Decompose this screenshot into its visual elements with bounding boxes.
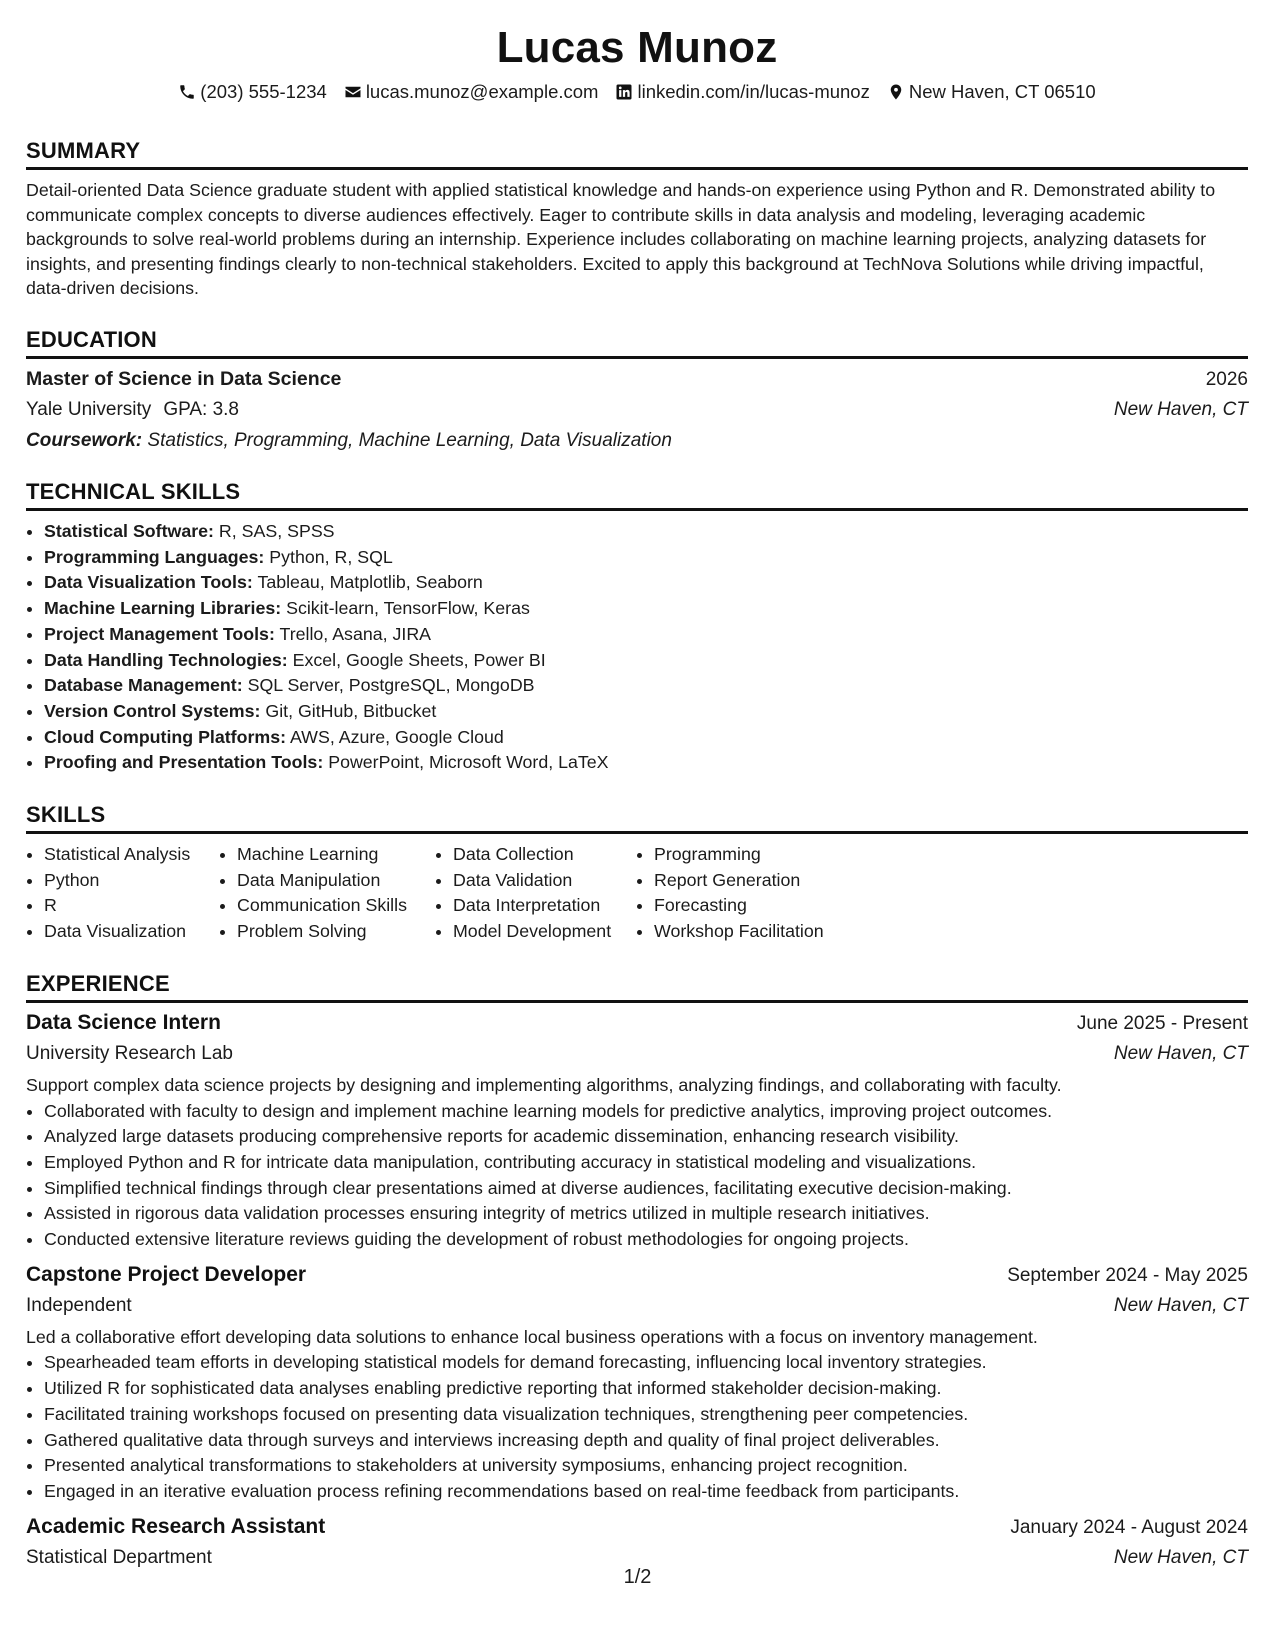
contact-phone[interactable] <box>178 80 327 104</box>
candidate-name: Lucas Munoz <box>496 23 778 72</box>
job-organization: Statistical Department <box>26 1547 212 1569</box>
list-item: • Statistical Analysis <box>44 842 219 868</box>
list-item: • R <box>44 893 219 919</box>
list-item: • Utilized R for sophisticated data analyses enabling predictive reporting that informed stakeholder decision-making. <box>44 1376 1248 1402</box>
job-summary: Support complex data science projects by designing and implementing algorithms, analyzing findings, and collaborating with faculty. <box>26 1074 1062 1095</box>
list-item: • Employed Python and R for intricate data manipulation, contributing accuracy in statistical modeling and visualizations. <box>44 1150 1248 1176</box>
list-item: • Gathered qualitative data through surveys and interviews increasing depth and quality of final project deliverables. <box>44 1428 1248 1454</box>
skills-column <box>26 842 219 945</box>
job-title: Data Science Intern <box>26 1010 221 1034</box>
list-item: • Data Validation <box>453 868 636 894</box>
contact-linkedin[interactable] <box>615 80 869 104</box>
gpa: GPA: 3.8 <box>163 399 239 420</box>
coursework-label: Coursework: <box>26 429 143 451</box>
job-summary: Led a collaborative effort developing data solutions to enhance local business operations with a focus on inventory management. <box>26 1326 1038 1347</box>
phone-icon <box>178 83 196 101</box>
experience-entry <box>26 1011 1248 1253</box>
location-text: New Haven, CT 06510 <box>908 81 1096 102</box>
skill-category: Version Control Systems: <box>44 700 261 721</box>
job-organization: Independent <box>26 1295 132 1317</box>
list-item: • Problem Solving <box>237 919 435 945</box>
list-item <box>44 673 1248 699</box>
contact-info <box>26 80 1248 104</box>
envelope-icon <box>344 83 362 101</box>
job-title: Capstone Project Developer <box>26 1262 307 1286</box>
job-dates: September 2024 - May 2025 <box>1007 1264 1248 1286</box>
skill-category: Cloud Computing Platforms: <box>44 726 287 747</box>
skills-grid <box>26 842 1248 945</box>
list-item: • Conducted extensive literature reviews guiding the development of robust methodologies for ongoing projects. <box>44 1227 1248 1253</box>
technical-skills-section <box>26 479 1248 776</box>
technical-skills-heading: TECHNICAL SKILLS <box>26 479 1248 511</box>
list-item <box>44 545 1248 571</box>
skills-heading: SKILLS <box>26 802 1248 834</box>
education-heading: EDUCATION <box>26 327 1248 359</box>
list-item <box>44 519 1248 545</box>
skills-section <box>26 802 1248 945</box>
skill-category: Machine Learning Libraries: <box>44 598 282 619</box>
list-item: • Spearheaded team efforts in developing statistical models for demand forecasting, influencing local inventory strategies. <box>44 1350 1248 1376</box>
skill-values: AWS, Azure, Google Cloud <box>289 726 504 747</box>
contact-location <box>887 80 1096 104</box>
list-item: • Machine Learning <box>237 842 435 868</box>
list-item: • Analyzed large datasets producing comprehensive reports for academic dissemination, enhancing research visibility. <box>44 1124 1248 1150</box>
summary-heading: SUMMARY <box>26 138 1248 170</box>
job-location: New Haven, CT <box>1113 1043 1248 1065</box>
job-dates: June 2025 - Present <box>1076 1012 1248 1034</box>
job-dates: January 2024 - August 2024 <box>1010 1516 1248 1538</box>
map-pin-icon <box>887 83 905 101</box>
list-item: • Data Visualization <box>44 919 219 945</box>
experience-entry <box>26 1263 1248 1505</box>
list-item: • Simplified technical findings through clear presentations aimed at diverse audiences, facilitating executive decision-making. <box>44 1176 1248 1202</box>
graduation-year: 2026 <box>1205 368 1248 390</box>
linkedin-text: linkedin.com/in/lucas-munoz <box>637 81 870 102</box>
list-item: • Engaged in an iterative evaluation process refining recommendations based on real-time feedback from participants. <box>44 1479 1248 1505</box>
skill-values: SQL Server, PostgreSQL, MongoDB <box>247 675 535 696</box>
list-item: • Model Development <box>453 919 636 945</box>
job-title: Academic Research Assistant <box>26 1514 326 1538</box>
technical-skills-list <box>26 519 1248 776</box>
list-item: • Data Collection <box>453 842 636 868</box>
skill-category: Statistical Software: <box>44 521 214 541</box>
skill-category: Programming Languages: <box>44 546 265 567</box>
skill-values: Scikit-learn, TensorFlow, Keras <box>286 598 530 619</box>
skill-values: Excel, Google Sheets, Power BI <box>292 649 546 670</box>
list-item <box>44 725 1248 751</box>
skill-category: Database Management: <box>44 675 243 696</box>
list-item: • Forecasting <box>654 893 874 919</box>
skill-category: Proofing and Presentation Tools: <box>44 752 324 773</box>
skills-column <box>636 842 874 945</box>
experience-heading: EXPERIENCE <box>26 971 1248 1003</box>
page-number: 1/2 <box>623 1566 652 1588</box>
skill-values: PowerPoint, Microsoft Word, LaTeX <box>328 752 609 773</box>
skill-values: Trello, Asana, JIRA <box>279 623 432 644</box>
skills-column <box>435 842 636 945</box>
degree-title: Master of Science in Data Science <box>26 367 342 390</box>
skills-column <box>219 842 435 945</box>
list-item <box>44 622 1248 648</box>
education-section <box>26 327 1248 454</box>
skill-values: Tableau, Matplotlib, Seaborn <box>257 572 483 593</box>
list-item <box>44 596 1248 622</box>
list-item <box>44 570 1248 596</box>
skill-category: Data Visualization Tools: <box>44 572 253 593</box>
list-item: • Data Manipulation <box>237 868 435 894</box>
summary-section <box>26 138 1248 301</box>
skill-category: Project Management Tools: <box>44 623 275 644</box>
experience-entry <box>26 1515 1248 1571</box>
summary-text: Detail-oriented Data Science graduate student with applied statistical knowledge and hands-on experience using Python and R. Demonstrated ability to communicate complex concepts to diverse audiences effectively. Eager to contribute skills in data analysis and modeling, leveraging academic backgrounds to solve real-world problems during an internship. Experience includes collaborating on machine learning projects, analyzing datasets for insights, and presenting findings clearly to non-technical stakeholders. Excited to apply this background at TechNova Solutions while driving impactful, data-driven decisions. <box>26 180 1216 298</box>
phone-text: (203) 555-1234 <box>200 81 327 102</box>
skill-values: R, SAS, SPSS <box>218 521 335 541</box>
experience-section <box>26 971 1248 1571</box>
list-item: • Report Generation <box>654 868 874 894</box>
job-bullets <box>26 1099 1248 1253</box>
coursework-list: Statistics, Programming, Machine Learning, Data Visualization <box>147 429 672 451</box>
job-location: New Haven, CT <box>1113 1295 1248 1317</box>
list-item: • Programming <box>654 842 874 868</box>
list-item: • Workshop Facilitation <box>654 919 874 945</box>
list-item: • Assisted in rigorous data validation processes ensuring integrity of metrics utilized in multiple research initiatives. <box>44 1201 1248 1227</box>
skill-values: Git, GitHub, Bitbucket <box>265 700 437 721</box>
list-item: • Data Interpretation <box>453 893 636 919</box>
skill-category: Data Handling Technologies: <box>44 649 288 670</box>
school-line <box>26 398 239 423</box>
list-item: • Python <box>44 868 219 894</box>
contact-email[interactable] <box>344 80 599 104</box>
resume-content <box>26 22 1248 1571</box>
job-organization: University Research Lab <box>26 1043 233 1065</box>
list-item: • Communication Skills <box>237 893 435 919</box>
skill-values: Python, R, SQL <box>269 546 393 567</box>
email-text: lucas.munoz@example.com <box>365 81 599 102</box>
list-item: • Presented analytical transformations to stakeholders at university symposiums, enhancing project recognition. <box>44 1453 1248 1479</box>
job-location: New Haven, CT <box>1113 1547 1248 1569</box>
job-bullets <box>26 1350 1248 1504</box>
list-item <box>44 648 1248 674</box>
list-item <box>44 750 1248 776</box>
list-item: • Facilitated training workshops focused on presenting data visualization techniques, strengthening peer competencies. <box>44 1402 1248 1428</box>
school-location: New Haven, CT <box>1113 399 1248 420</box>
list-item <box>44 699 1248 725</box>
linkedin-icon <box>615 83 633 101</box>
school-name: Yale University <box>26 399 152 420</box>
coursework-line <box>26 429 1248 454</box>
list-item: • Collaborated with faculty to design and implement machine learning models for predictive analytics, improving project outcomes. <box>44 1099 1248 1125</box>
